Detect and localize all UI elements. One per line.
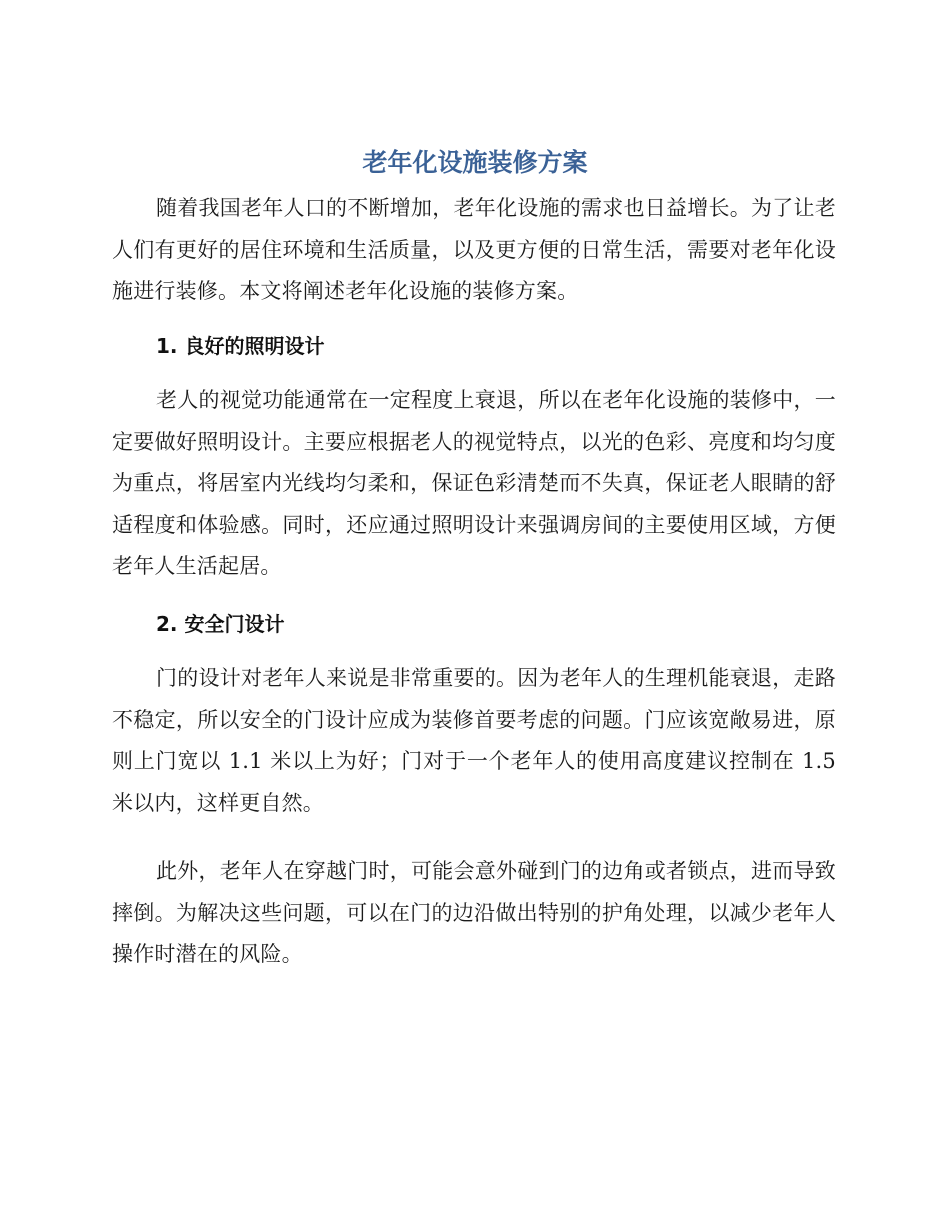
intro-paragraph: 随着我国老年人口的不断增加，老年化设施的需求也日益增长。为了让老人们有更好的居住环境和生活质量，以及更方便的日常生活，需要对老年化设施进行装修。本文将阐述老年化设施的装修方案。 — [112, 196, 836, 303]
section-heading-safety-door: 2. 安全门设计 — [156, 612, 285, 636]
section-heading-lighting: 1. 良好的照明设计 — [156, 334, 325, 358]
document-title: 老年化设施装修方案 — [362, 148, 588, 177]
safety-door-paragraph-1: 门的设计对老年人来说是非常重要的。因为老年人的生理机能衰退，走路不稳定，所以安全的门设计应成为装修首要考虑的问题。门应该宽敞易进，原则上门宽以 1.1 米以上为好；门对于一个老年人的使用高度建议控制在 1.5 米以内，这样更自然。 — [112, 666, 836, 815]
safety-door-paragraph-2: 此外，老年人在穿越门时，可能会意外碰到门的边角或者锁点，进而导致摔倒。为解决这些问题，可以在门的边沿做出特别的护角处理，以减少老年人操作时潜在的风险。 — [112, 859, 836, 966]
lighting-paragraph: 老人的视觉功能通常在一定程度上衰退，所以在老年化设施的装修中，一定要做好照明设计。主要应根据老人的视觉特点，以光的色彩、亮度和均匀度为重点，将居室内光线均匀柔和，保证色彩清楚而不失真，保证老人眼睛的舒适程度和体验感。同时，还应通过照明设计来强调房间的主要使用区域，方便老年人生活起居。 — [112, 388, 836, 578]
